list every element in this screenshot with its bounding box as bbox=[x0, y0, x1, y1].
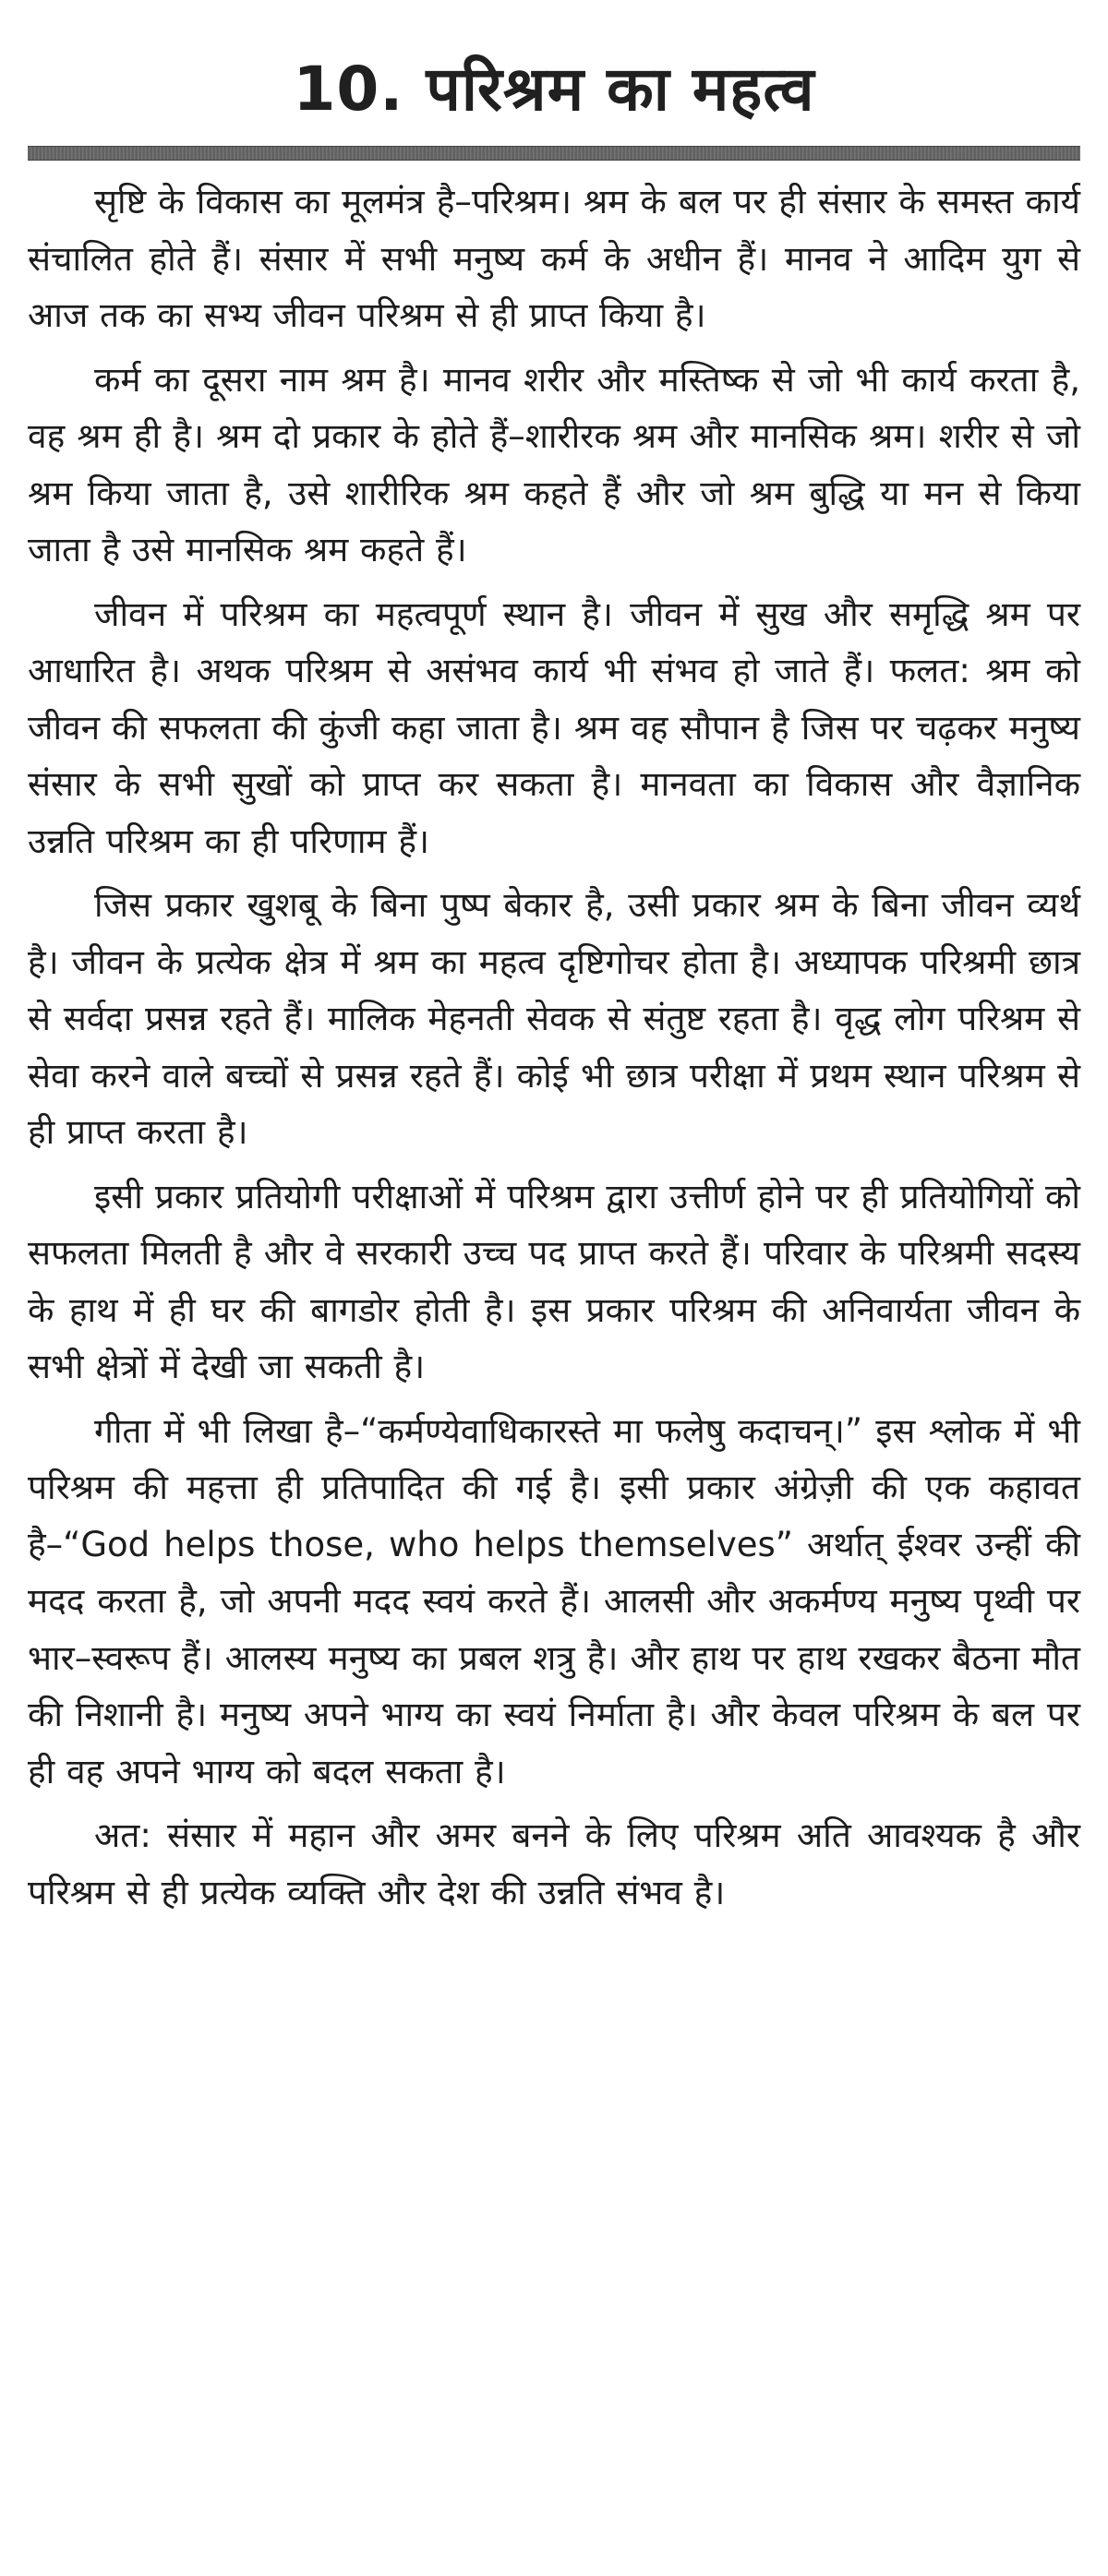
paragraph-6: गीता में भी लिखा है–“कर्मण्येवाधिकारस्ते मा फलेषु कदाचन्।” इस श्लोक में भी परिश्रम की महत्ता ही प्रतिपादित की गई है। इसी प्रकार अंग्रेज़ी की एक कहावत है–“God helps those, who helps themselves” अर्थात् ईश्वर उन्हीं की मदद करता है, जो अपनी मदद स्वयं करते हैं। आलसी और अकर्मण्य मनुष्य पृथ्वी पर भार–स्वरूप हैं। आलस्य मनुष्य का प्रबल शत्रु है। और हाथ पर हाथ रखकर बैठना मौत की निशानी है। मनुष्य अपने भाग्य का स्वयं निर्माता है। और केवल परिश्रम के बल पर ही वह अपने भाग्य को बदल सकता है। bbox=[28, 1410, 1080, 1791]
paragraph-4: जिस प्रकार खुशबू के बिना पुष्प बेकार है, उसी प्रकार श्रम के बिना जीवन व्यर्थ है। जीवन के प्रत्येक क्षेत्र में श्रम का महत्व दृष्टिगोचर होता है। अध्यापक परिश्रमी छात्र से सर्वदा प्रसन्न रहते हैं। मालिक मेहनती सेवक से संतुष्ट रहता है। वृद्ध लोग परिश्रम से सेवा करने वाले बच्चों से प्रसन्न रहते हैं। कोई भी छात्र परीक्षा में प्रथम स्थान परिश्रम से ही प्राप्त करता है। bbox=[28, 885, 1080, 1152]
paragraph-3: जीवन में परिश्रम का महत्वपूर्ण स्थान है। जीवन में सुख और समृद्धि श्रम पर आधारित है। अथक परिश्रम से असंभव कार्य भी संभव हो जाते हैं। फलत: श्रम को जीवन की सफलता की कुंजी कहा जाता है। श्रम वह सौपान है जिस पर चढ़कर मनुष्य संसार के सभी सुखों को प्राप्त कर सकता है। मानवता का विकास और वैज्ञानिक उन्नति परिश्रम का ही परिणाम हैं। bbox=[28, 593, 1080, 861]
essay-body bbox=[28, 174, 1080, 1928]
essay-title: 10. परिश्रम का महत्व bbox=[293, 54, 815, 125]
title-divider bbox=[28, 146, 1080, 161]
paragraph-2: कर्म का दूसरा नाम श्रम है। मानव शरीर और मस्तिष्क से जो भी कार्य करता है, वह श्रम ही है। श्रम दो प्रकार के होते हैं–शारीरक श्रम और मानसिक श्रम। शरीर से जो श्रम किया जाता है, उसे शारीरिक श्रम कहते हैं और जो श्रम बुद्धि या मन से किया जाता है उसे मानसिक श्रम कहते हैं। bbox=[28, 359, 1080, 569]
paragraph-5: इसी प्रकार प्रतियोगी परीक्षाओं में परिश्रम द्वारा उत्तीर्ण होने पर ही प्रतियोगियों को सफलता मिलती है और वे सरकारी उच्च पद प्राप्त करते हैं। परिवार के परिश्रमी सदस्य के हाथ में ही घर की बागडोर होती है। इस प्रकार परिश्रम की अनिवार्यता जीवन के सभी क्षेत्रों में देखी जा सकती है। bbox=[28, 1176, 1080, 1386]
paragraph-1: सृष्टि के विकास का मूलमंत्र है–परिश्रम। श्रम के बल पर ही संसार के समस्त कार्य संचालित होते हैं। संसार में सभी मनुष्य कर्म के अधीन हैं। मानव ने आदिम युग से आज तक का सभ्य जीवन परिश्रम से ही प्राप्त किया है। bbox=[28, 182, 1080, 335]
paragraph-7: अत: संसार में महान और अमर बनने के लिए परिश्रम अति आवश्यक है और परिश्रम से ही प्रत्येक व्यक्ति और देश की उन्नति संभव है। bbox=[28, 1815, 1080, 1912]
